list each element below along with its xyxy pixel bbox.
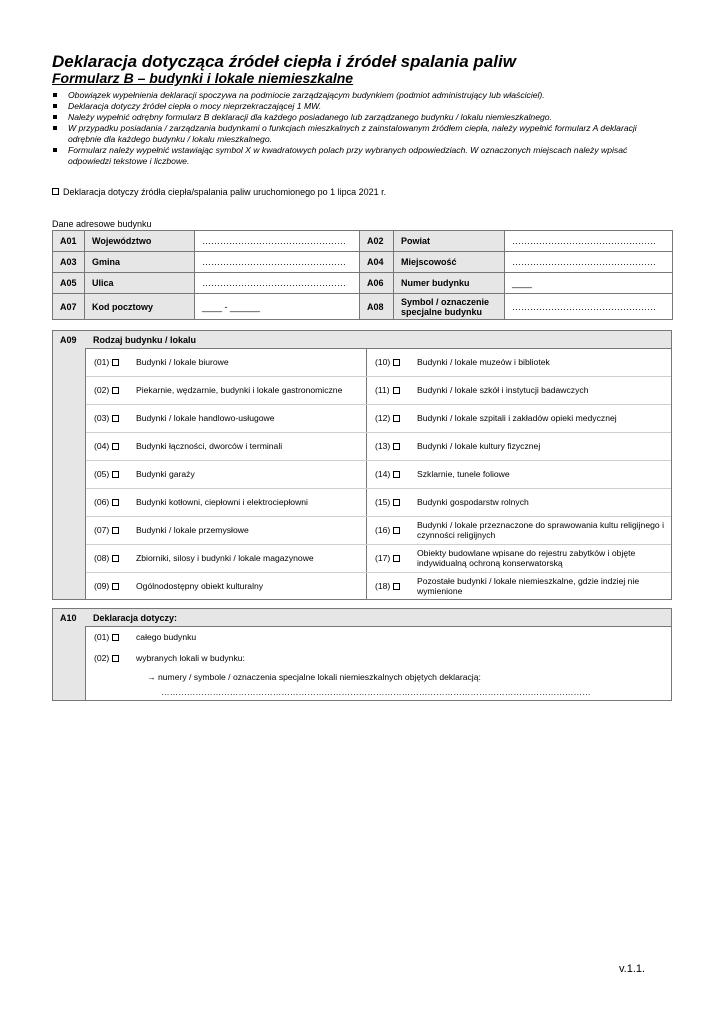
building-type-option[interactable] xyxy=(86,488,366,516)
address-caption: Dane adresowe budynku xyxy=(52,219,152,229)
option-checkbox[interactable] xyxy=(112,583,119,590)
selected-units-label: wybranych lokali w budynku: xyxy=(136,653,245,663)
option-checkbox[interactable] xyxy=(112,443,119,450)
building-type-option[interactable] xyxy=(86,348,366,376)
option-number xyxy=(94,460,119,488)
option-code: (17) xyxy=(375,553,391,563)
whole-building-label: całego budynku xyxy=(136,632,197,642)
a01-label: Województwo xyxy=(85,231,195,252)
building-type-option[interactable] xyxy=(367,348,671,376)
a08-code: A08 xyxy=(360,294,394,320)
a05-label: Ulica xyxy=(85,273,195,294)
instructions-list xyxy=(52,90,672,167)
option-number xyxy=(375,516,400,544)
option-checkbox[interactable] xyxy=(393,415,400,422)
building-type-option[interactable] xyxy=(86,376,366,404)
option-label: Budynki / lokale kultury fizycznej xyxy=(417,441,541,451)
a07-code: A07 xyxy=(53,294,85,320)
option-label: Piekarnie, wędzarnie, budynki i lokale gastronomiczne xyxy=(136,385,343,395)
post-2021-declaration xyxy=(52,187,386,197)
option-number xyxy=(375,460,400,488)
post-2021-label: Deklaracja dotyczy źródła ciepła/spalania paliw uruchomionego po 1 lipca 2021 r. xyxy=(63,187,387,197)
option-number xyxy=(94,572,119,600)
option-checkbox[interactable] xyxy=(393,387,400,394)
selected-units-num: (02) xyxy=(94,653,110,663)
option-checkbox[interactable] xyxy=(393,499,400,506)
option-number xyxy=(94,544,119,572)
option-code: (18) xyxy=(375,581,391,591)
a10-header xyxy=(53,609,671,627)
option-code: (02) xyxy=(94,385,110,395)
option-number xyxy=(94,404,119,432)
building-type-option[interactable] xyxy=(367,460,671,488)
a03-code: A03 xyxy=(53,252,85,273)
building-type-option[interactable] xyxy=(367,516,671,544)
option-checkbox[interactable] xyxy=(393,555,400,562)
option-number xyxy=(94,376,119,404)
a09-header xyxy=(53,331,671,349)
option-checkbox[interactable] xyxy=(393,359,400,366)
building-type-option[interactable] xyxy=(86,432,366,460)
option-label: Budynki łączności, dworców i terminali xyxy=(136,441,283,451)
postal-code-field[interactable]: ____ - ______ xyxy=(195,294,360,320)
locality-field[interactable]: ………………………………………… xyxy=(505,252,673,273)
option-number xyxy=(375,488,400,516)
form-title: Deklaracja dotycząca źródeł ciepła i źródeł spalania paliw xyxy=(52,52,516,71)
selected-units-option[interactable] xyxy=(94,651,119,665)
commune-field[interactable]: ………………………………………… xyxy=(195,252,360,273)
option-label: Szklarnie, tunele foliowe xyxy=(417,469,510,479)
option-checkbox[interactable] xyxy=(112,471,119,478)
form-subtitle: Formularz B – budynki i lokale niemieszkalne xyxy=(52,70,354,86)
address-table xyxy=(52,230,673,320)
a10-code: A10 xyxy=(60,613,77,623)
instruction-item: Formularz należy wypełnić wstawiając symbol X w kwadratowych polach przy wybranych odpowiedziach. W oznaczonych miejscach należy wpisać odpowiedzi tekstowe i liczbowe. xyxy=(52,145,672,167)
option-label: Pozostałe budynki / lokale niemieszkalne, gdzie indziej nie wymienione xyxy=(417,576,640,596)
instruction-item: W przypadku posiadania / zarządzania budynkami o funkcjach mieszkalnych z zainstalowanym źródłem ciepła, należy wypełnić formularz A deklaracji odrębnie dla każdego budynku / lokalu mieszkalnego. xyxy=(52,123,672,145)
option-number xyxy=(375,544,400,572)
option-code: (08) xyxy=(94,553,110,563)
a03-label: Gmina xyxy=(85,252,195,273)
building-type-section xyxy=(52,330,672,600)
a10-title: Deklaracja dotyczy: xyxy=(93,613,178,623)
option-code: (15) xyxy=(375,497,391,507)
option-label: Budynki / lokale szkół i instytucji badawczych xyxy=(417,385,589,395)
option-code: (01) xyxy=(94,357,110,367)
whole-building-num: (01) xyxy=(94,632,110,642)
building-type-option[interactable] xyxy=(367,488,671,516)
option-number xyxy=(94,348,119,376)
option-checkbox[interactable] xyxy=(112,499,119,506)
option-label: Budynki / lokale szpitali i zakładów opieki medycznej xyxy=(417,413,617,423)
a04-code: A04 xyxy=(360,252,394,273)
option-code: (14) xyxy=(375,469,391,479)
option-checkbox[interactable] xyxy=(112,415,119,422)
building-number-field[interactable]: ____ xyxy=(505,273,673,294)
option-code: (10) xyxy=(375,357,391,367)
building-symbol-field[interactable]: ………………………………………… xyxy=(505,294,673,320)
option-code: (11) xyxy=(375,385,390,395)
voivodeship-field[interactable]: ………………………………………… xyxy=(195,231,360,252)
option-checkbox[interactable] xyxy=(393,471,400,478)
a02-code: A02 xyxy=(360,231,394,252)
option-code: (16) xyxy=(375,525,391,535)
option-number xyxy=(375,348,400,376)
option-label: Budynki / lokale muzeów i bibliotek xyxy=(417,357,550,367)
a04-label: Miejscowość xyxy=(394,252,505,273)
option-number xyxy=(94,432,119,460)
units-list-instruction: → numery / symbole / oznaczenia specjalne lokali niemieszkalnych objętych deklaracją: xyxy=(147,672,481,682)
option-checkbox[interactable] xyxy=(112,359,119,366)
declaration-scope-section xyxy=(52,608,672,701)
option-number xyxy=(94,488,119,516)
option-code: (12) xyxy=(375,413,391,423)
building-type-option[interactable] xyxy=(86,460,366,488)
option-label: Budynki gospodarstw rolnych xyxy=(417,497,529,507)
option-code: (03) xyxy=(94,413,110,423)
building-type-option[interactable] xyxy=(86,572,366,600)
option-checkbox[interactable] xyxy=(112,387,119,394)
building-type-option[interactable] xyxy=(86,516,366,544)
instruction-item: Należy wypełnić odrębny formularz B deklaracji dla każdego posiadanego lub zarządzanego budynku / lokalu niemieszkalnego. xyxy=(52,112,672,123)
option-code: (06) xyxy=(94,497,110,507)
a09-title: Rodzaj budynku / lokalu xyxy=(93,335,197,345)
option-checkbox[interactable] xyxy=(393,527,400,534)
building-type-option[interactable] xyxy=(367,432,671,460)
building-type-option[interactable] xyxy=(86,404,366,432)
instruction-item: Deklaracja dotyczy źródeł ciepła o mocy nieprzekraczającej 1 MW. xyxy=(52,101,672,112)
a09-code: A09 xyxy=(60,335,77,345)
option-label: Budynki / lokale przeznaczone do sprawowania kultu religijnego i czynności religijnych xyxy=(417,520,664,540)
selected-units-checkbox[interactable] xyxy=(112,655,119,662)
version-label: v.1.1. xyxy=(619,963,646,975)
option-code: (04) xyxy=(94,441,110,451)
option-code: (13) xyxy=(375,441,391,451)
building-type-option[interactable] xyxy=(86,544,366,572)
a05-code: A05 xyxy=(53,273,85,294)
option-number xyxy=(375,404,400,432)
option-code: (05) xyxy=(94,469,110,479)
street-field[interactable]: ………………………………………… xyxy=(195,273,360,294)
option-label: Budynki kotłowni, ciepłowni i elektrociepłowni xyxy=(136,497,308,507)
option-label: Budynki garaży xyxy=(136,469,195,479)
option-label: Ogólnodostępny obiekt kulturalny xyxy=(136,581,264,591)
option-label: Budynki / lokale przemysłowe xyxy=(136,525,249,535)
whole-building-option[interactable] xyxy=(94,630,119,644)
county-field[interactable]: ………………………………………… xyxy=(505,231,673,252)
whole-building-checkbox[interactable] xyxy=(112,634,119,641)
post-2021-checkbox[interactable] xyxy=(52,188,59,195)
option-number xyxy=(375,432,400,460)
option-checkbox[interactable] xyxy=(393,443,400,450)
a08-label: Symbol / oznaczenie specjalne budynku xyxy=(394,294,505,320)
building-type-option[interactable] xyxy=(367,572,671,600)
a06-code: A06 xyxy=(360,273,394,294)
building-type-option[interactable] xyxy=(367,404,671,432)
option-number xyxy=(94,516,119,544)
option-label: Zbiorniki, silosy i budynki / lokale magazynowe xyxy=(136,553,314,563)
option-code: (07) xyxy=(94,525,110,535)
option-code: (09) xyxy=(94,581,110,591)
option-label: Obiekty budowlane wpisane do rejestru zabytków i objęte indywidualną ochroną konserwatorską xyxy=(417,548,636,568)
option-number xyxy=(375,376,400,404)
a07-label: Kod pocztowy xyxy=(85,294,195,320)
a06-label: Numer budynku xyxy=(394,273,505,294)
option-number xyxy=(375,572,400,600)
option-checkbox[interactable] xyxy=(112,527,119,534)
a02-label: Powiat xyxy=(394,231,505,252)
a01-code: A01 xyxy=(53,231,85,252)
option-checkbox[interactable] xyxy=(393,583,400,590)
building-type-option[interactable] xyxy=(367,376,671,404)
option-label: Budynki / lokale handlowo-usługowe xyxy=(136,413,275,423)
option-checkbox[interactable] xyxy=(112,555,119,562)
units-list-field[interactable]: …………………………………………………………………………………………………………………………………… xyxy=(161,687,591,697)
instruction-item: Obowiązek wypełnienia deklaracji spoczywa na podmiocie zarządzającym budynkiem (podmiot administrujący lub właściciel). xyxy=(52,90,672,101)
building-type-option[interactable] xyxy=(367,544,671,572)
option-label: Budynki / lokale biurowe xyxy=(136,357,229,367)
